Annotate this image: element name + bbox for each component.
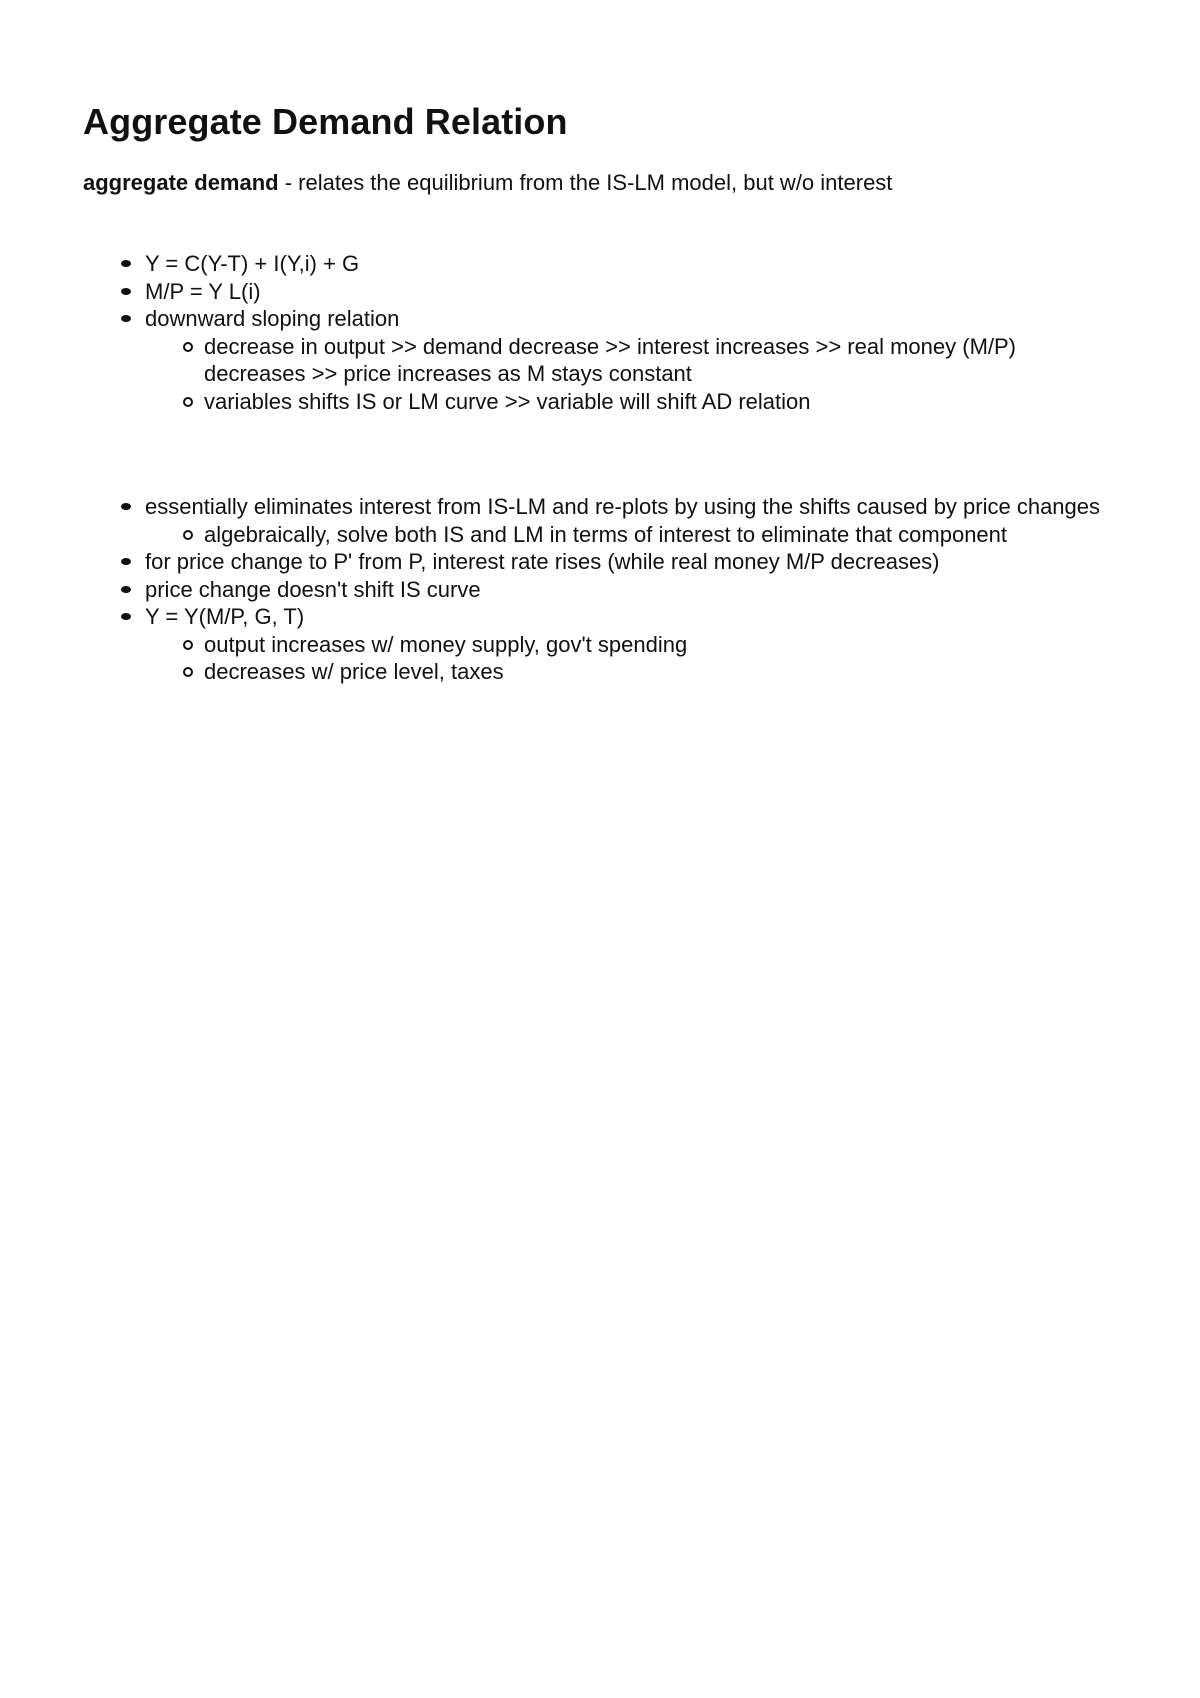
sub-list	[145, 631, 1123, 686]
bullet-icon	[121, 260, 131, 267]
list-item	[83, 493, 1123, 548]
list-item	[83, 603, 1123, 686]
hollow-bullet-icon	[183, 397, 193, 407]
bullet-icon	[121, 315, 131, 322]
sub-list-item-text: decreases w/ price level, taxes	[204, 659, 504, 684]
sub-list	[145, 333, 1123, 416]
list-item-text: M/P = Y L(i)	[145, 278, 261, 304]
definition-term: aggregate demand	[83, 170, 279, 195]
list-item-text: for price change to P' from P, interest rate rises (while real money M/P decreases)	[145, 549, 940, 574]
list-item	[83, 576, 1123, 604]
sub-list-item	[144, 521, 1123, 549]
list-item-text: downward sloping relation	[145, 306, 400, 331]
list-item-text: Y = C(Y-T) + I(Y,i) + G	[145, 251, 360, 276]
list-item	[83, 305, 1123, 415]
definition-text: - relates the equilibrium from the IS-LM model, but w/o interest	[278, 170, 893, 195]
bullet-icon	[121, 586, 131, 593]
bullet-icon	[121, 503, 131, 510]
sub-list-item	[144, 631, 1123, 659]
list-item	[83, 548, 1123, 576]
sub-list-item-text: algebraically, solve both IS and LM in terms of interest to eliminate that component	[204, 521, 1008, 547]
hollow-bullet-icon	[183, 342, 193, 352]
definition-paragraph	[83, 168, 1123, 198]
sub-list-item	[144, 333, 1123, 388]
bullet-icon	[121, 613, 131, 620]
bullet-icon	[121, 288, 131, 295]
hollow-bullet-icon	[183, 640, 193, 650]
sub-list-item-text: output increases w/ money supply, gov't spending	[204, 631, 688, 657]
list-item	[83, 250, 1123, 278]
sub-list-item	[144, 658, 1123, 686]
list-item-text: Y = Y(M/P, G, T)	[145, 604, 305, 629]
list-item-text: price change doesn't shift IS curve	[145, 576, 481, 602]
list-item-text: essentially eliminates interest from IS-LM and re-plots by using the shifts caused by price changes	[145, 494, 1101, 519]
sub-list	[145, 521, 1123, 549]
bullet-icon	[121, 558, 131, 565]
hollow-bullet-icon	[183, 667, 193, 677]
document-page	[83, 96, 1123, 686]
sub-list-item-text: variables shifts IS or LM curve >> variable will shift AD relation	[204, 388, 811, 414]
bullet-list-equations	[83, 250, 1123, 415]
hollow-bullet-icon	[183, 530, 193, 540]
sub-list-item	[144, 388, 1123, 416]
list-item	[83, 278, 1123, 306]
page-title: Aggregate Demand Relation	[83, 101, 568, 142]
sub-list-item-text: decrease in output >> demand decrease >> interest increases >> real money (M/P) decreases >> price increases as M stays constant	[204, 333, 1017, 386]
bullet-list-derivation	[83, 493, 1123, 686]
